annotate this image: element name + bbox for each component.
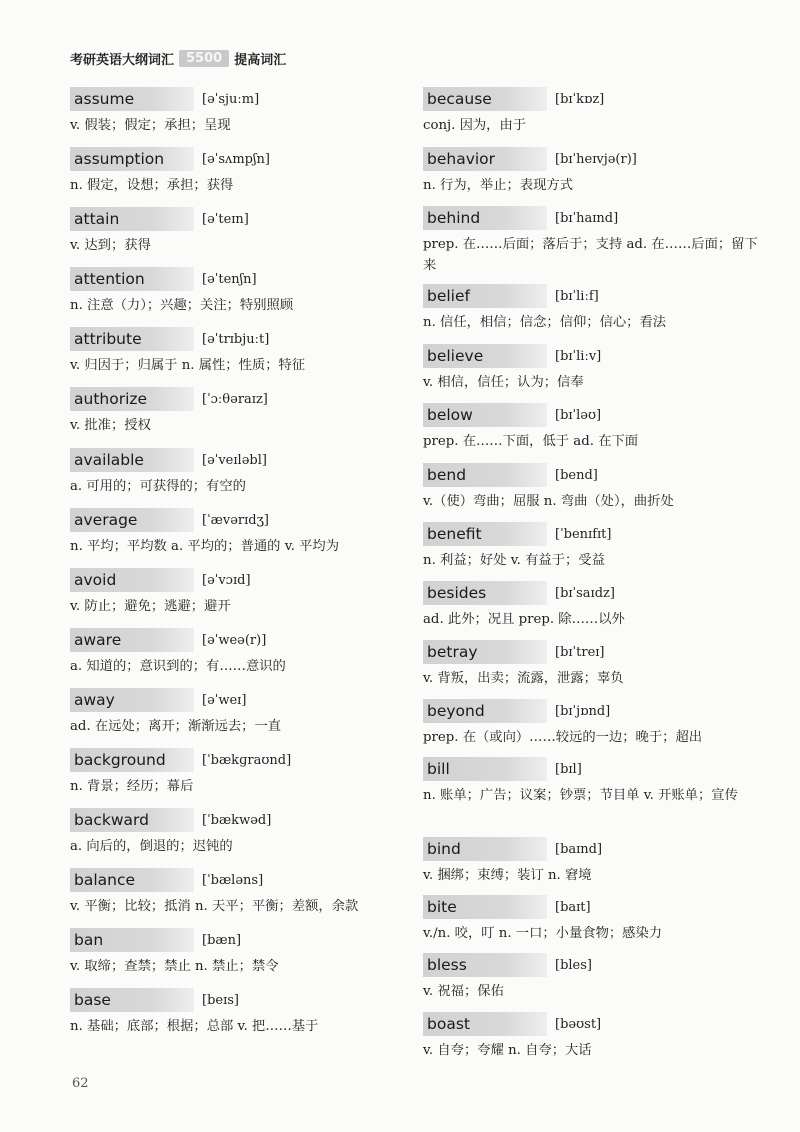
vocab-entry xyxy=(423,1011,763,1061)
phonetic: [ˈbækɡraʊnd] xyxy=(202,752,292,768)
vocab-entry xyxy=(70,867,400,917)
definition: n. 假定，设想；承担；获得 xyxy=(70,178,234,193)
vocab-entry xyxy=(423,698,763,748)
vocab-entry xyxy=(70,447,400,497)
headword-row xyxy=(70,927,400,953)
definition: v. 祝福；保佑 xyxy=(423,984,504,999)
vocab-entry xyxy=(70,627,400,677)
vocab-entry xyxy=(70,146,400,196)
definition: v. 相信，信任；认为；信奉 xyxy=(423,375,584,390)
definition: v. 背叛，出卖；流露，泄露；辜负 xyxy=(423,671,624,686)
definition: prep. 在……下面，低于 ad. 在下面 xyxy=(423,434,639,449)
definition: v. 达到；获得 xyxy=(70,238,151,253)
definition: n. 平均；平均数 a. 平均的；普通的 v. 平均为 xyxy=(70,539,339,554)
phonetic: [bɪˈtreɪ] xyxy=(555,644,605,660)
phonetic: [bəʊst] xyxy=(555,1016,602,1032)
phonetic: [beɪs] xyxy=(202,992,239,1008)
headword: behavior xyxy=(423,147,547,171)
vocab-entry xyxy=(70,567,400,617)
vocab-entry xyxy=(70,747,400,797)
headword: below xyxy=(423,403,547,427)
vocab-entry xyxy=(423,580,763,630)
headword: authorize xyxy=(70,387,194,411)
headword-row xyxy=(70,146,400,172)
headword: base xyxy=(70,988,194,1012)
phonetic: [bend] xyxy=(555,467,598,483)
headword-row xyxy=(423,698,763,724)
headword-row xyxy=(423,639,763,665)
running-header xyxy=(70,46,286,70)
phonetic: [baɪt] xyxy=(555,899,591,915)
headword-row xyxy=(70,747,400,773)
phonetic: [əˈtrɪbjuːt] xyxy=(202,331,270,347)
headword-row xyxy=(70,507,400,533)
definition: a. 知道的；意识到的；有……意识的 xyxy=(70,659,286,674)
headword: average xyxy=(70,508,194,532)
headword-row xyxy=(423,146,763,172)
vocab-entry xyxy=(70,386,400,436)
vocab-entry xyxy=(423,639,763,689)
definition: n. 信任，相信；信念；信仰；信心；看法 xyxy=(423,315,667,330)
headword-row xyxy=(423,521,763,547)
headword: besides xyxy=(423,581,547,605)
headword: assume xyxy=(70,87,194,111)
phonetic: [bɪˈliːf] xyxy=(555,288,599,304)
headword-row xyxy=(423,462,763,488)
phonetic: [bɪˈkɒz] xyxy=(555,91,605,107)
headword: bill xyxy=(423,757,547,781)
headword-row xyxy=(70,627,400,653)
header-title: 考研英语大纲词汇 xyxy=(70,52,175,68)
vocab-entry xyxy=(423,836,763,886)
vocab-entry xyxy=(70,687,400,737)
headword-row xyxy=(70,86,400,112)
phonetic: [əˈweɪ] xyxy=(202,692,247,708)
phonetic: [bɪˈheɪvjə(r)] xyxy=(555,151,637,167)
headword: assumption xyxy=(70,147,194,171)
headword: attention xyxy=(70,267,194,291)
definition: n. 利益；好处 v. 有益于；受益 xyxy=(423,553,605,568)
vocab-entry xyxy=(70,987,400,1037)
vocab-entry xyxy=(423,146,763,196)
headword: ban xyxy=(70,928,194,952)
headword-row xyxy=(423,952,763,978)
phonetic: [ˈævərɪdʒ] xyxy=(202,512,270,528)
phonetic: [bɪˈjɒnd] xyxy=(555,703,611,719)
definition: v. 防止；避免；逃避；避开 xyxy=(70,599,231,614)
vocab-entry xyxy=(423,894,763,944)
headword-row xyxy=(70,386,400,412)
definition: v. 捆绑；束缚；装订 n. 窘境 xyxy=(423,868,592,883)
definition: v. 取缔；查禁；禁止 n. 禁止；禁令 xyxy=(70,959,279,974)
vocab-entry xyxy=(423,343,763,393)
phonetic: [əˈtenʃn] xyxy=(202,271,257,287)
vocab-entry xyxy=(70,86,400,136)
headword: believe xyxy=(423,344,547,368)
definition: n. 背景；经历；幕后 xyxy=(70,779,194,794)
phonetic: [bɪˈhaɪnd] xyxy=(555,210,619,226)
vocab-entry xyxy=(423,283,763,333)
headword: attribute xyxy=(70,327,194,351)
header-badge: 5500 xyxy=(179,50,229,67)
headword-row xyxy=(70,867,400,893)
definition: ad. 此外；况且 prep. 除……以外 xyxy=(423,612,625,627)
phonetic: [baɪnd] xyxy=(555,841,603,857)
vocab-entry xyxy=(423,521,763,571)
headword: boast xyxy=(423,1012,547,1036)
headword-row xyxy=(423,205,763,231)
definition: a. 向后的，倒退的；迟钝的 xyxy=(70,839,233,854)
definition: prep. 在……后面；落后于；支持 ad. 在……后面；留下来 xyxy=(423,237,758,273)
phonetic: [ˈbenɪfɪt] xyxy=(555,526,612,542)
headword-row xyxy=(70,687,400,713)
headword: bind xyxy=(423,837,547,861)
headword: because xyxy=(423,87,547,111)
phonetic: [əˈweə(r)] xyxy=(202,632,267,648)
headword-row xyxy=(70,807,400,833)
phonetic: [ˈbæləns] xyxy=(202,872,264,888)
phonetic: [əˈteɪn] xyxy=(202,211,249,227)
vocab-entry xyxy=(70,326,400,376)
headword: behind xyxy=(423,206,547,230)
vocab-entry xyxy=(423,402,763,452)
phonetic: [bɪˈliːv] xyxy=(555,348,602,364)
definition: v. 归因于；归属于 n. 属性；性质；特征 xyxy=(70,358,306,373)
headword-row xyxy=(70,567,400,593)
vocab-entry xyxy=(70,507,400,557)
phonetic: [ˈbækwəd] xyxy=(202,812,272,828)
headword: available xyxy=(70,448,194,472)
headword: attain xyxy=(70,207,194,231)
headword-row xyxy=(423,283,763,309)
headword: bite xyxy=(423,895,547,919)
headword: bend xyxy=(423,463,547,487)
headword: background xyxy=(70,748,194,772)
definition: n. 注意（力）；兴趣；关注；特别照顾 xyxy=(70,298,294,313)
vocab-entry xyxy=(423,205,763,276)
headword-row xyxy=(70,206,400,232)
phonetic: [bɪˈsaɪdz] xyxy=(555,585,615,601)
headword: betray xyxy=(423,640,547,664)
phonetic: [əˈvɔɪd] xyxy=(202,572,251,588)
headword-row xyxy=(423,756,763,782)
headword-row xyxy=(423,580,763,606)
page-number: 62 xyxy=(72,1076,89,1091)
phonetic: [bɪl] xyxy=(555,761,582,777)
headword-row xyxy=(423,1011,763,1037)
headword-row xyxy=(70,987,400,1013)
headword: backward xyxy=(70,808,194,832)
vocab-entry xyxy=(70,266,400,316)
headword: away xyxy=(70,688,194,712)
headword: avoid xyxy=(70,568,194,592)
definition: v. 假装；假定；承担；呈现 xyxy=(70,118,231,133)
headword-row xyxy=(70,447,400,473)
headword: belief xyxy=(423,284,547,308)
phonetic: [bæn] xyxy=(202,932,242,948)
vocab-entry xyxy=(70,927,400,977)
headword-row xyxy=(423,343,763,369)
definition: a. 可用的；可获得的；有空的 xyxy=(70,479,246,494)
vocab-entry xyxy=(70,206,400,256)
definition: v./n. 咬，叮 n. 一口；小量食物；感染力 xyxy=(423,926,663,941)
headword-row xyxy=(70,326,400,352)
definition: v. 批准；授权 xyxy=(70,418,151,433)
definition: n. 基础；底部；根据；总部 v. 把……基于 xyxy=(70,1019,319,1034)
definition: ad. 在远处；离开；渐渐远去；一直 xyxy=(70,719,282,734)
phonetic: [ˈɔːθəraɪz] xyxy=(202,391,268,407)
definition: v. 自夸；夸耀 n. 自夸；大话 xyxy=(423,1043,592,1058)
vocab-entry xyxy=(423,86,763,136)
headword: bless xyxy=(423,953,547,977)
phonetic: [əˈsjuːm] xyxy=(202,91,260,107)
vocab-entry xyxy=(423,462,763,512)
headword: aware xyxy=(70,628,194,652)
headword-row xyxy=(423,894,763,920)
definition: v. 平衡；比较；抵消 n. 天平；平衡；差额，余款 xyxy=(70,899,359,914)
headword-row xyxy=(423,402,763,428)
headword: benefit xyxy=(423,522,547,546)
header-subtitle: 提高词汇 xyxy=(234,52,287,68)
phonetic: [əˈveɪləbl] xyxy=(202,452,267,468)
headword: balance xyxy=(70,868,194,892)
phonetic: [əˈsʌmpʃn] xyxy=(202,151,270,167)
definition: prep. 在（或向）……较远的一边；晚于；超出 xyxy=(423,730,703,745)
vocab-entry xyxy=(70,807,400,857)
headword-row xyxy=(70,266,400,292)
phonetic: [bles] xyxy=(555,957,592,973)
definition: n. 行为，举止；表现方式 xyxy=(423,178,573,193)
vocab-entry xyxy=(423,952,763,1002)
headword-row xyxy=(423,836,763,862)
phonetic: [bɪˈləʊ] xyxy=(555,407,602,423)
definition: v.（使）弯曲；屈服 n. 弯曲（处），曲折处 xyxy=(423,494,674,509)
headword: beyond xyxy=(423,699,547,723)
vocab-entry xyxy=(423,756,763,806)
definition: conj. 因为，由于 xyxy=(423,118,527,133)
definition: n. 账单；广告；议案；钞票；节目单 v. 开账单；宣传 xyxy=(423,788,738,803)
headword-row xyxy=(423,86,763,112)
